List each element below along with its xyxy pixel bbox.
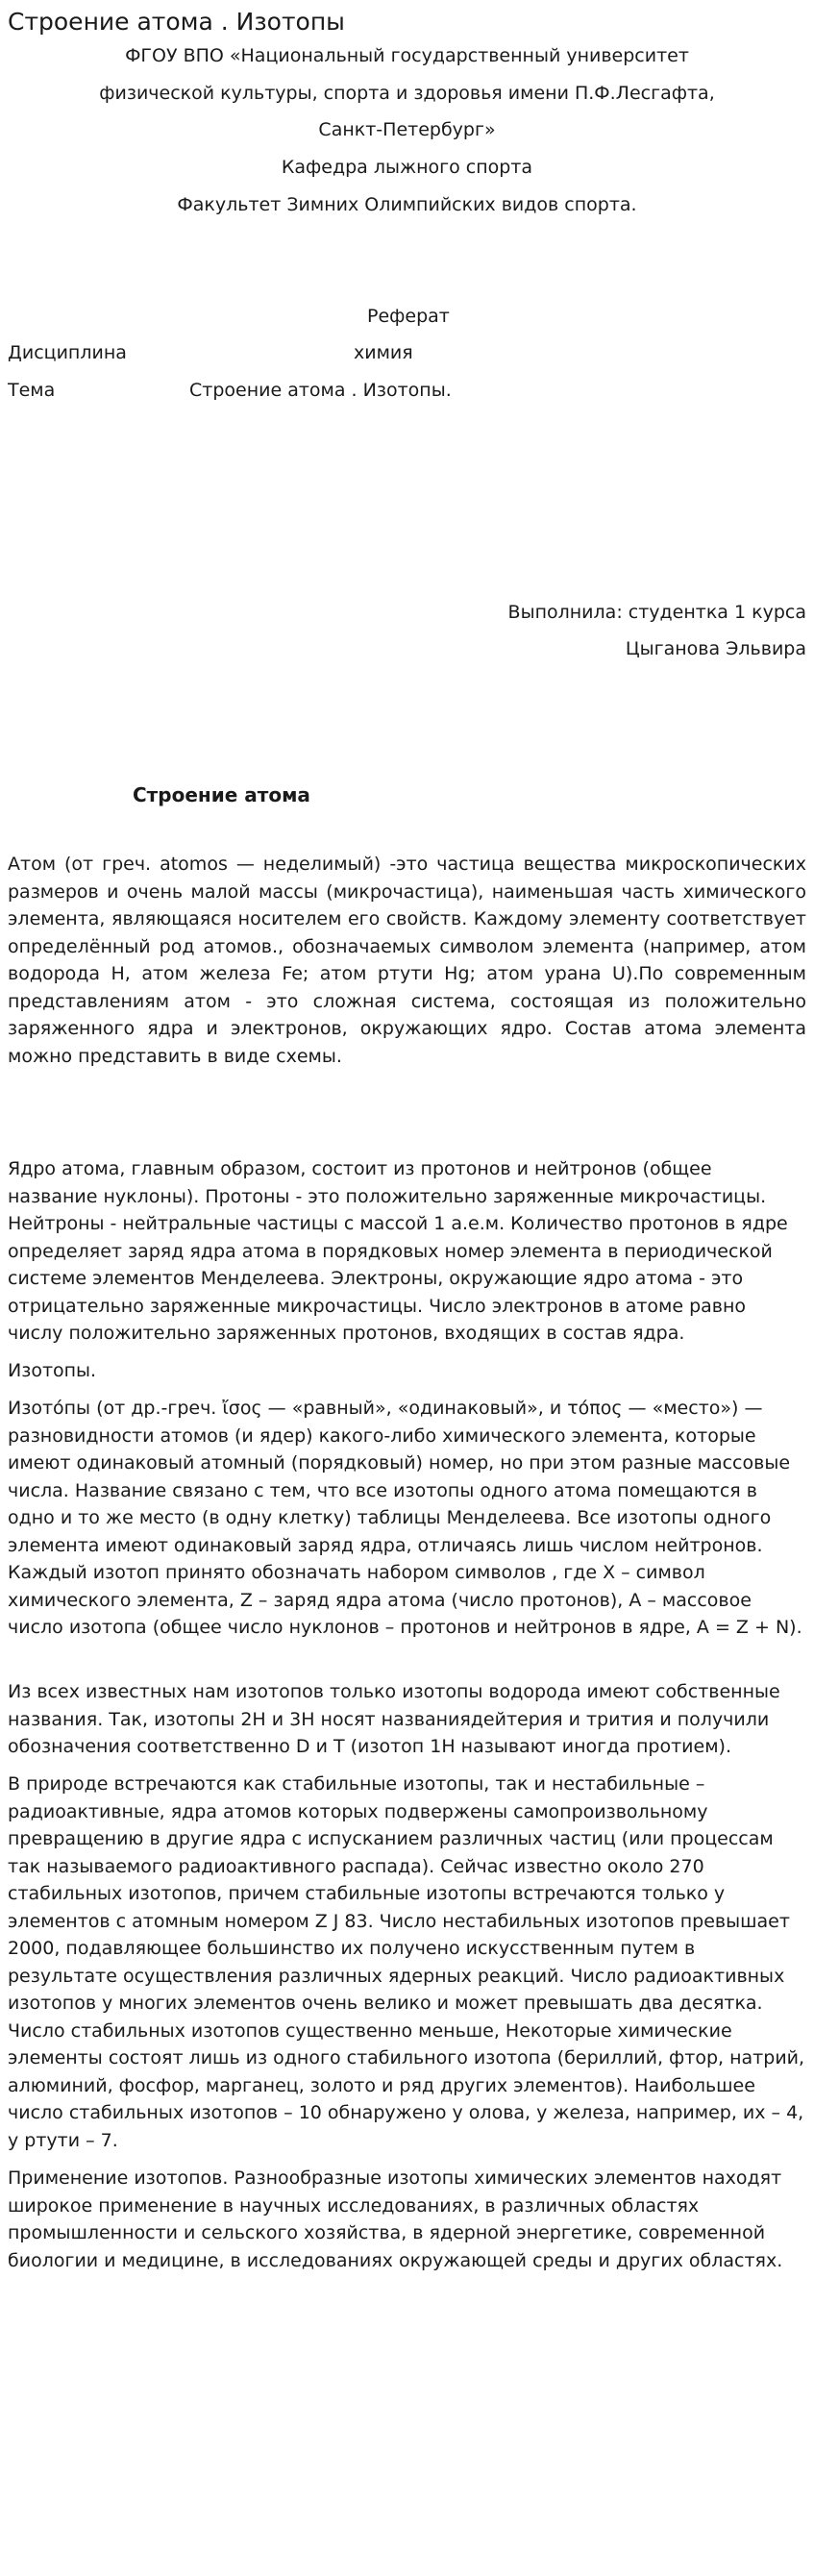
paragraph-stable-isotopes: В природе встречаются как стабильные изотопы, так и нестабильные – радиоактивные, ядра атомов которых подвержены самопроизвольному превращению в другие ядра с испусканием различных частиц (или процессам так называемого радиоактивного распада). Сейчас известно около 270 стабильных изотопов, причем стабильные изотопы встречаются только у элементов с атомным номером Z Ј 83. Число нестабильных изотопов превышает 2000, подавляющее большинство их получено искусственным путем в результате осуществления различных ядерных реакций. Число радиоактивных изотопов у многих элементов очень велико и может превышать два десятка. Число стабильных изотопов существенно меньше, Некоторые химические элементы состоят лишь из одного стабильного изотопа (бериллий, фтор, натрий, алюминий, фосфор, марганец, золото и ряд других элементов). Наибольшее число стабильных изотопов – 10 обнаружено у олова, у железа, например, их – 4, у ртути – 7. bbox=[8, 1773, 805, 2151]
work-type: Реферат bbox=[367, 306, 450, 327]
topic-value: Строение атома . Изотопы. bbox=[189, 380, 452, 401]
section-heading: Строение атома bbox=[133, 783, 310, 806]
city-line: Санкт-Петербург» bbox=[318, 119, 496, 140]
topic-label: Тема bbox=[8, 380, 56, 401]
paragraph-isotopes-definition: Изото́пы (от др.-греч. ἴσος — «равный», «одинаковый», и τόπος — «место») — разновидности атомов (и ядер) какого-либо химического элемента, которые имеют одинаковый атомный (порядковый) номер, но при этом разные массовые числа. Название связано с тем, что все изотопы одного атома помещаются в одно и то же место (в одну клетку) таблицы Менделеева. Все изотопы одного элемента имеют одинаковый заряд ядра, отличаясь лишь числом нейтронов. Каждый изотоп принято обозначать набором символов , где X – символ химического элемента, Z – заряд ядра атома (число протонов), A – массовое число изотопа (общее число нуклонов – протонов и нейтронов в ядре, A = Z + N). bbox=[8, 1398, 802, 1638]
paragraph-isotope-applications: Применение изотопов. Разнообразные изотопы химических элементов находят широкое применение в научных исследованиях, в различных областях промышленности и сельского хозяйства, в ядерной энергетике, современной биологии и медицине, в исследованиях окружающей среды и других областях. bbox=[8, 2167, 783, 2271]
institution-line-2: физической культуры, спорта и здоровья имени П.Ф.Лесгафта, bbox=[99, 83, 715, 104]
paragraph-atom-definition: Атом (от греч. atomos — неделимый) -это частица вещества микроскопических размеров и очень малой массы (микрочастица), наименьшая часть химического элемента, являющаяся носителем его свойств. Каждому элементу соответствует определённый род атомов., обозначаемых символом элемента (например, атом водорода H, атом железа Fe; атом ртути Hg; атом урана U).По современным представлениям атом - это сложная система, состоящая из положительно заряженного ядра и электронов, окружающих ядро. Состав атома элемента можно представить в виде схемы. bbox=[8, 854, 806, 1067]
isotopes-label: Изотопы. bbox=[8, 1360, 97, 1381]
discipline-label: Дисциплина bbox=[8, 342, 127, 363]
discipline-value: химия bbox=[354, 342, 413, 363]
paragraph-hydrogen-isotopes: Из всех известных нам изотопов только изотопы водорода имеют собственные названия. Так, изотопы 2H и 3H носят названиядейтерия и трития и получили обозначения соответственно D и T (изотоп 1H называют иногда протием). bbox=[8, 1681, 780, 1757]
institution-line-1: ФГОУ ВПО «Национальный государственный университет bbox=[125, 45, 689, 66]
paragraph-nucleus: Ядро атома, главным образом, состоит из протонов и нейтронов (общее название нуклоны). Протоны - это положительно заряженные микрочастицы. Нейтроны - нейтральные частицы с массой 1 а.е.м. Количество протонов в ядре определяет заряд ядра атома в порядковых номер элемента в периодической системе элементов Менделеева. Электроны, окружающие ядро атома - это отрицательно заряженные микрочастицы. Число электронов в атоме равно числу положительно заряженных протонов, входящих в состав ядра. bbox=[8, 1158, 788, 1344]
department-line: Кафедра лыжного спорта bbox=[281, 157, 533, 178]
faculty-line: Факультет Зимних Олимпийских видов спорта. bbox=[177, 194, 637, 215]
author-line-1: Выполнила: студентка 1 курса bbox=[507, 602, 806, 623]
author-line-2: Цыганова Эльвира bbox=[625, 638, 806, 659]
document-title: Строение атома . Изотопы bbox=[8, 8, 345, 36]
